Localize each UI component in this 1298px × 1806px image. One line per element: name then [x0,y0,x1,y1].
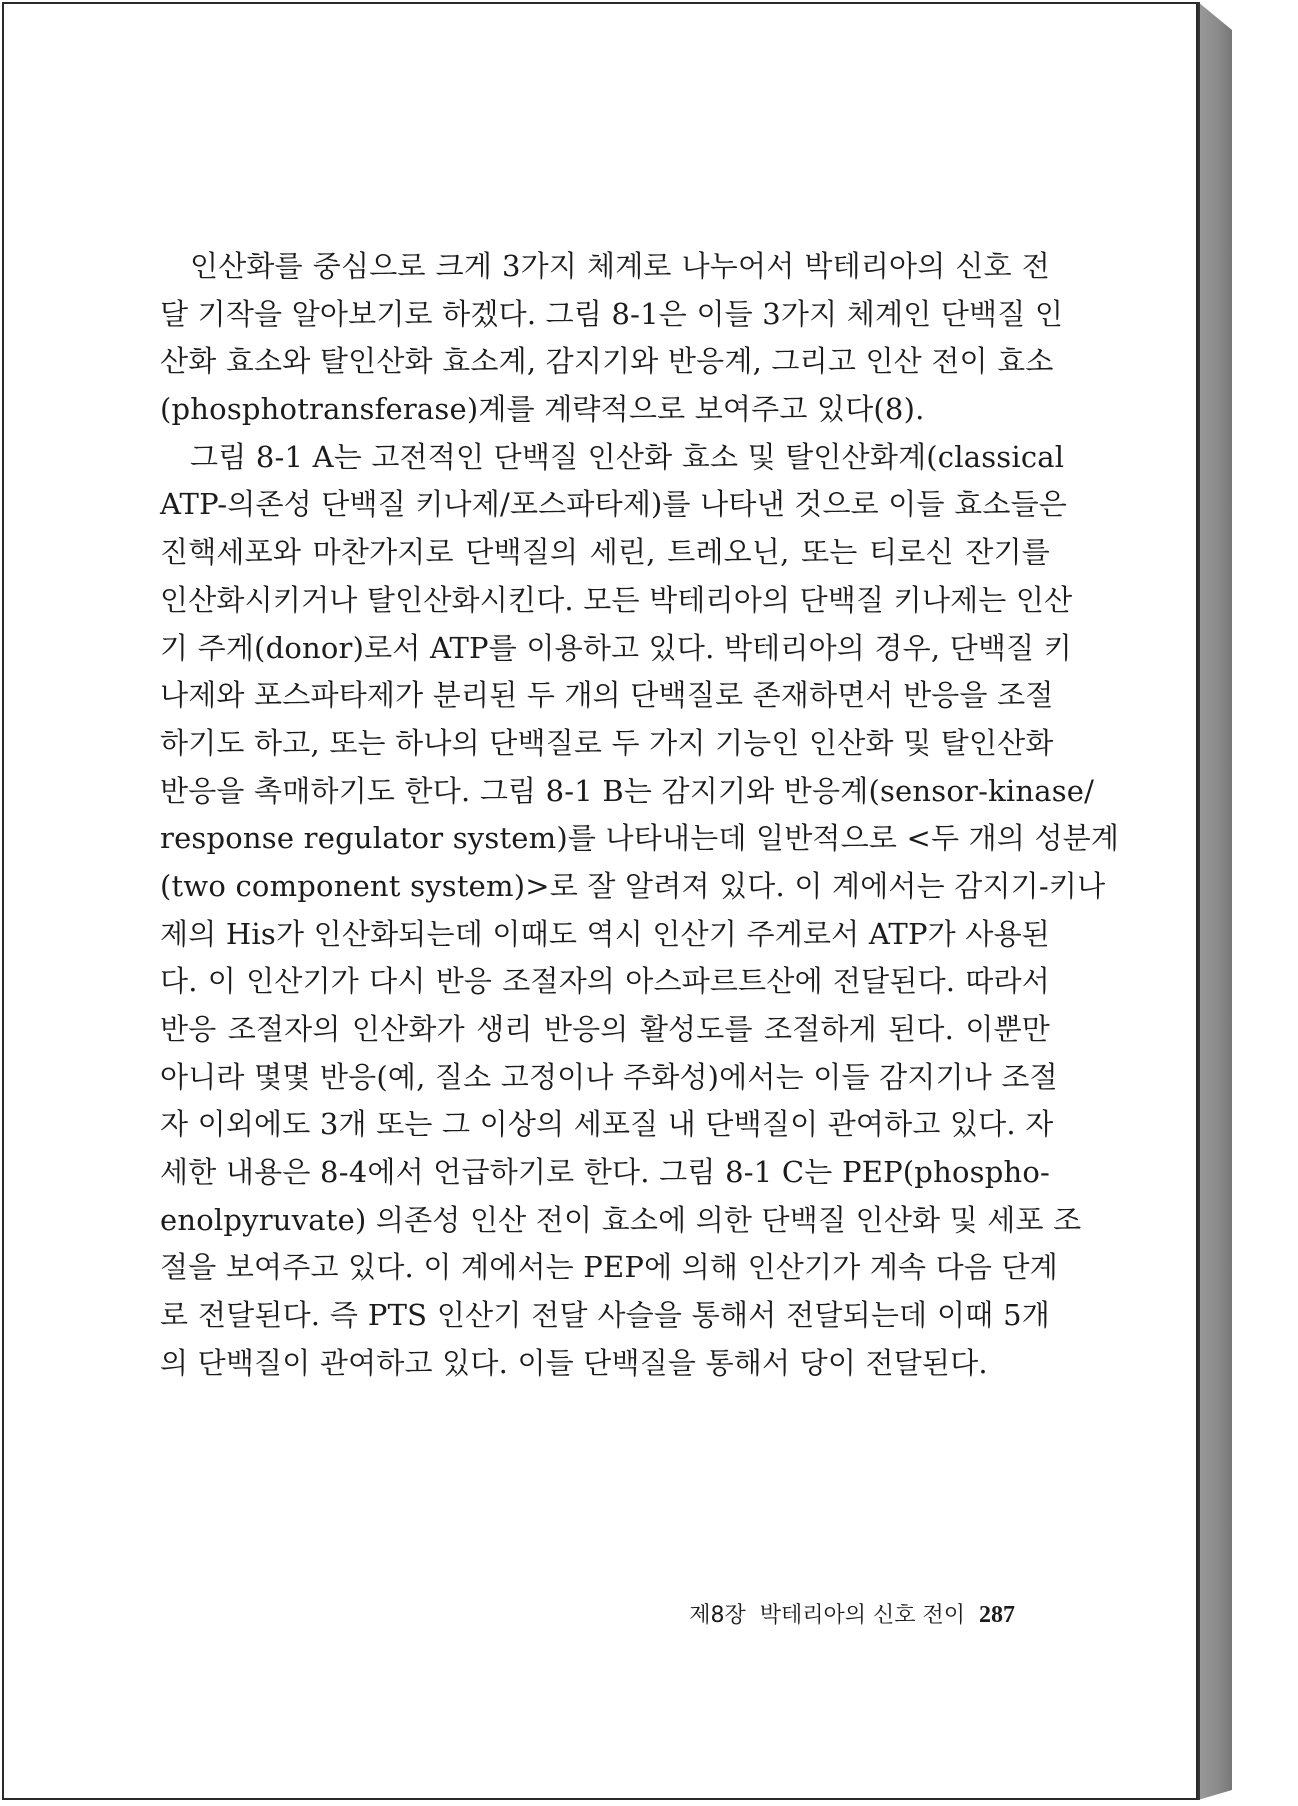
text-line: 인산화시키거나 탈인산화시킨다. 모든 박테리아의 단백질 키나제는 인산 [160,582,1073,617]
text-line: 나제와 포스파타제가 분리된 두 개의 단백질로 존재하면서 반응을 조절 [160,678,1054,713]
text-line: 제의 His가 인산화되는데 이때도 역시 인산기 주게로서 ATP가 사용된 [160,916,1050,951]
paragraph-2 [160,434,1120,1388]
running-footer [689,1598,1015,1629]
body-text [160,243,1120,1388]
text-line: 달 기작을 알아보기로 하겠다. 그림 8-1은 이들 3가지 체계인 단백질 인 [160,296,1064,331]
text-line: 진핵세포와 마찬가지로 단백질의 세린, 트레오닌, 또는 티로신 잔기를 [160,535,1050,570]
text-line: 자 이외에도 3개 또는 그 이상의 세포질 내 단백질이 관여하고 있다. 자 [160,1107,1054,1142]
paragraph-1 [160,243,1064,434]
text-line: 로 전달된다. 즉 PTS 인산기 전달 사슬을 통해서 전달되는데 이때 5개 [160,1298,1050,1333]
text-line: 아니라 몇몇 반응(예, 질소 고정이나 주화성)에서는 이들 감지기나 조절 [160,1059,1058,1094]
page-number: 287 [979,1602,1015,1628]
text-line: (two component system)>로 잘 알려져 있다. 이 계에서는 감지기-키나 [160,868,1106,903]
text-line: 세한 내용은 8-4에서 언급하기로 한다. 그림 8-1 C는 PEP(phospho- [160,1155,1050,1190]
chapter-label: 제8장 [689,1603,746,1628]
book-edge-line [1198,2,1200,1800]
text-line: response regulator system)를 나타내는데 일반적으로 <두 개의 성분계 [160,821,1120,856]
text-line: 다. 이 인산기가 다시 반응 조절자의 아스파르트산에 전달된다. 따라서 [160,964,1050,999]
text-line: 반응을 촉매하기도 한다. 그림 8-1 B는 감지기와 반응계(sensor-kinase/ [160,773,1095,808]
text-line: 산화 효소와 탈인산화 효소계, 감지기와 반응계, 그리고 인산 전이 효소 [160,344,1054,379]
text-line: ATP-의존성 단백질 키나제/포스파타제)를 나타낸 것으로 이들 효소들은 [160,487,1067,522]
text-line: 기 주게(donor)로서 ATP를 이용하고 있다. 박테리아의 경우, 단백질 키 [160,630,1072,665]
text-line: 인산화를 중심으로 크게 3가지 체계로 나누어서 박테리아의 신호 전 [190,249,1050,283]
text-line: 반응 조절자의 인산화가 생리 반응의 활성도를 조절하게 된다. 이뿐만 [160,1012,1050,1046]
chapter-title: 박테리아의 신호 전이 [759,1603,965,1628]
text-line: 의 단백질이 관여하고 있다. 이들 단백질을 통해서 당이 전달된다. [160,1345,988,1380]
text-line: enolpyruvate) 의존성 인산 전이 효소에 의한 단백질 인산화 및 세포 조 [160,1202,1082,1237]
book-edge [1198,2,1232,1800]
text-line: (phosphotransferase)계를 계략적으로 보여주고 있다(8). [160,392,925,427]
text-line: 절을 보여주고 있다. 이 계에서는 PEP에 의해 인산기가 계속 다음 단계 [160,1250,1058,1285]
text-line: 하기도 하고, 또는 하나의 단백질로 두 가지 기능인 인산화 및 탈인산화 [160,725,1054,760]
text-line: 그림 8-1 A는 고전적인 단백질 인산화 효소 및 탈인산화계(classical [190,439,1065,474]
